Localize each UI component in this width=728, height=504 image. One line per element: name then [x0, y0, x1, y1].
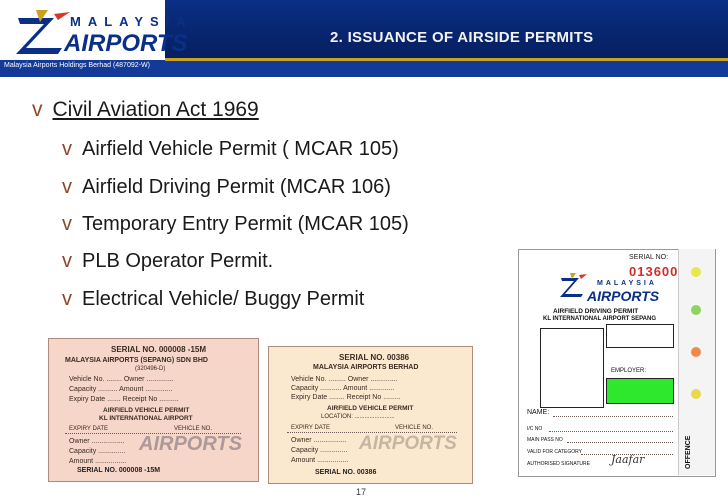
slide-title: 2. ISSUANCE OF AIRSIDE PERMITS — [330, 29, 594, 46]
card3-ic-label: I/C NO — [527, 426, 543, 432]
bullet-sub-item — [62, 288, 364, 311]
card3-pass-label: MAIN PASS NO — [527, 437, 563, 443]
bullet-sub-item — [62, 138, 399, 161]
card3-photo-box — [540, 328, 604, 408]
card3-permit-title: AIRFIELD DRIVING PERMIT — [553, 308, 639, 315]
card2-vehicle-label: VEHICLE NO. — [395, 425, 434, 431]
bullet-sub-item — [62, 176, 391, 199]
card1-company: MALAYSIA AIRPORTS (SEPANG) SDN BHD — [65, 357, 208, 364]
card3-pass-line — [567, 442, 673, 443]
bullet-marker: v — [62, 138, 72, 160]
logo-tagline: Malaysia Airports Holdings Berhad (487092-W) — [4, 62, 150, 69]
card3-offence-label: OFFENCE — [685, 435, 692, 469]
logo — [0, 0, 193, 77]
card1-amount: Amount ................ — [69, 458, 127, 465]
card2-row: Expiry Date ........ Receipt No ......... — [291, 394, 401, 401]
card3-dot — [691, 347, 701, 357]
logo-text-bottom: AIRPORTS — [64, 30, 188, 57]
bullet-marker: v — [32, 98, 43, 121]
page-number: 17 — [356, 487, 367, 497]
card2-logo-watermark: AIRPORTS — [359, 433, 457, 454]
bullet-sub-text: Airfield Driving Permit (MCAR 106) — [82, 176, 391, 198]
bullet-sub-text: Airfield Vehicle Permit ( MCAR 105) — [82, 138, 399, 160]
card3-logo-top: MALAYSIA — [597, 280, 657, 287]
card3-dot — [691, 267, 701, 277]
bullet-main-text: Civil Aviation Act 1969 — [52, 98, 259, 121]
card1-row: Capacity .......... Amount .............. — [69, 386, 173, 393]
card3-serial-value: 013600 — [629, 264, 679, 279]
card1-company-no: (320496-D) — [135, 366, 166, 372]
card1-permit-title: AIRFIELD VEHICLE PERMIT — [103, 407, 190, 414]
vehicle-permit-card-pink — [48, 338, 259, 482]
card1-owner: Owner ................. — [69, 438, 125, 445]
card1-row: Vehicle No. ........ Owner .............. — [69, 376, 174, 383]
card2-row: Capacity ........... Amount ............. — [291, 385, 395, 392]
card3-signature: Jaafar — [611, 453, 645, 466]
card1-bottom-serial: SERIAL NO. 000008 -15M — [77, 467, 161, 474]
card2-capacity: Capacity .............. — [291, 447, 348, 454]
card2-expiry-label: EXPIRY DATE — [291, 425, 331, 431]
card3-category-label: VALID FOR CATEGORY — [527, 449, 583, 455]
bullet-sub-text: Temporary Entry Permit (MCAR 105) — [82, 213, 409, 235]
card2-location: LOCATION: ........................ — [321, 414, 395, 420]
card2-company: MALAYSIA AIRPORTS BERHAD — [313, 364, 419, 371]
bullet-sub-item — [62, 213, 409, 236]
card2-permit-title: AIRFIELD VEHICLE PERMIT — [327, 405, 414, 412]
header — [0, 0, 728, 82]
bullet-main — [32, 98, 259, 122]
card2-serial: SERIAL NO. 00386 — [339, 353, 410, 362]
card1-permit-location: KL INTERNATIONAL AIRPORT — [99, 415, 193, 422]
bullet-marker: v — [62, 176, 72, 198]
card3-logo-mark-icon — [559, 272, 589, 298]
card3-name-label: NAME: — [527, 409, 550, 416]
card1-logo-watermark: AIRPORTS — [139, 433, 242, 455]
logo-text-top: MALAYSIA — [70, 14, 193, 29]
card3-ic-line — [549, 431, 673, 432]
card3-logo-bottom: AIRPORTS — [587, 288, 660, 304]
bullet-sub-text: PLB Operator Permit. — [82, 250, 274, 272]
card2-bottom-serial: SERIAL NO. 00386 — [315, 469, 377, 476]
card1-vehicle-label: VEHICLE NO. — [174, 426, 213, 432]
card3-signature-label: AUTHORISED SIGNATURE — [527, 461, 590, 467]
card2-owner: Owner ................. — [291, 437, 347, 444]
card3-permit-location: KL INTERNATIONAL AIRPORT SEPANG — [543, 316, 657, 322]
card2-amount: Amount ................ — [291, 457, 349, 464]
card3-side-strip — [678, 249, 715, 475]
card3-dot — [691, 389, 701, 399]
card1-row: Expiry Date ....... Receipt No .......... — [69, 396, 179, 403]
vehicle-permit-card-cream — [268, 346, 473, 484]
card1-capacity: Capacity .............. — [69, 448, 126, 455]
card1-serial: SERIAL NO. 000008 -15M — [111, 345, 207, 354]
bullet-marker: v — [62, 213, 72, 235]
card3-expiry-box — [606, 324, 674, 348]
card1-expiry-label: EXPIRY DATE — [69, 426, 109, 432]
card3-employer-box — [606, 378, 674, 404]
bullet-marker: v — [62, 250, 72, 272]
card3-serial-label: SERIAL NO: — [629, 254, 669, 261]
card2-row: Vehicle No. ......... Owner .............. — [291, 376, 398, 383]
card3-dot — [691, 305, 701, 315]
bullet-sub-text: Electrical Vehicle/ Buggy Permit — [82, 288, 365, 310]
bullet-marker: v — [62, 288, 72, 310]
bullet-sub-item — [62, 250, 273, 273]
card3-name-line — [553, 416, 673, 417]
card3-employer-label: EMPLOYER: — [611, 368, 647, 374]
